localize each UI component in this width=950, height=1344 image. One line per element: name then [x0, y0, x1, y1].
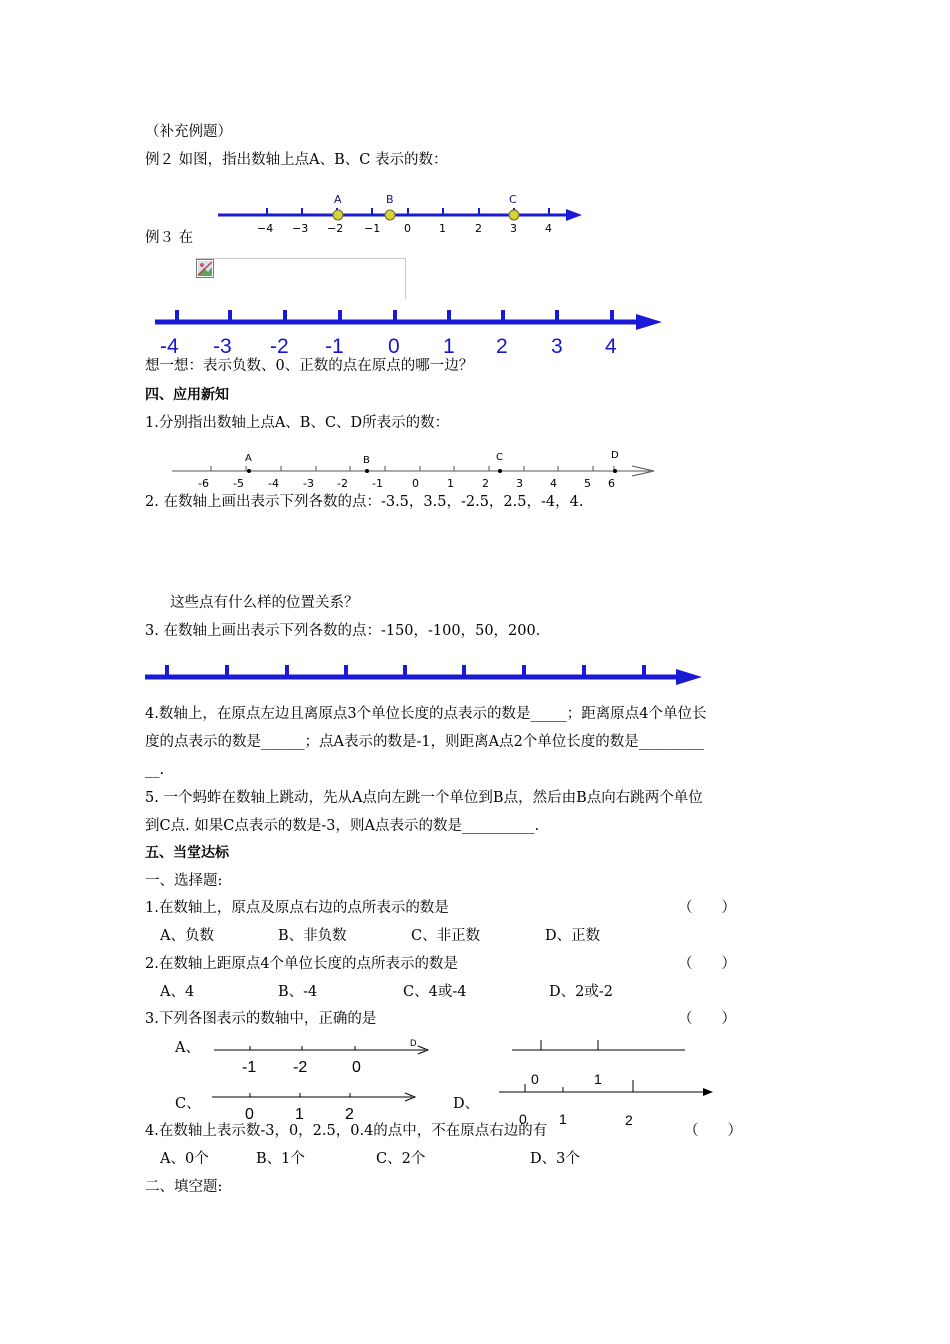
tick-label: -3: [213, 335, 232, 358]
tick-label: -3: [303, 477, 314, 490]
tick-label: 0: [412, 477, 419, 490]
q2-text: 2. 在数轴上画出表示下列各数的点：-3.5，3.5，-2.5，2.5，-4，4.: [145, 494, 584, 510]
q2-follow: 这些点有什么样的位置关系？: [170, 595, 359, 611]
c2-option-c: C、4或-4: [403, 984, 467, 1000]
tick-label: 6: [608, 477, 615, 490]
tick-label: 0: [245, 1106, 254, 1123]
tick-label: -1: [242, 1059, 257, 1076]
q5-line1: 5. 一个蚂蚱在数轴上跳动，先从A点向左跳一个单位到B点，然后由B点向右跳两个单位: [145, 790, 703, 806]
c4-text: 4.在数轴上表示数-3，0，2.5，0.4的点中，不在原点右边的有: [145, 1123, 548, 1139]
c2-option-a: A、4: [160, 984, 195, 1000]
section5-title: 五、当堂达标: [145, 845, 229, 861]
c1-option-a: A、负数: [160, 928, 214, 944]
tick-label: 3: [551, 335, 563, 358]
q4-line2: 度的点表示的数是______；点A表示的数是-1，则距离A点2个单位长度的数是_________: [145, 734, 705, 750]
q4-line3: __.: [145, 762, 165, 778]
label-c: C: [509, 193, 517, 206]
label-a: A: [334, 193, 342, 206]
tick-label: -4: [160, 335, 179, 358]
tick-label: −2: [327, 222, 344, 235]
tick-label: 1: [594, 1071, 602, 1087]
tick-label: 4: [545, 222, 552, 235]
tick-label: -1: [325, 335, 344, 358]
tick-label: 2: [482, 477, 489, 490]
svg-text:D: D: [410, 1038, 417, 1048]
c1-option-b: B、非负数: [278, 928, 347, 944]
c1-option-d: D、正数: [545, 928, 601, 944]
c4-option-c: C、2个: [376, 1151, 426, 1167]
c3-option-a-label: A、: [175, 1040, 200, 1056]
c2-text: 2.在数轴上距原点4个单位长度的点所表示的数是: [145, 956, 459, 972]
option-a-axis: [214, 1038, 428, 1076]
c3-answer-paren: （ ）: [678, 1011, 736, 1027]
tick-label: −3: [292, 222, 309, 235]
tick-label: 2: [625, 1112, 633, 1128]
supplement-title: （补充例题）: [145, 124, 232, 140]
think-question: 想一想：表示负数、0、正数的点在原点的哪一边？: [145, 358, 474, 374]
c2-answer-paren: （ ）: [678, 956, 736, 972]
label-c: C: [496, 452, 503, 463]
c3-option-c-label: C、: [175, 1096, 201, 1112]
label-d: D: [611, 450, 619, 461]
tick-label: -2: [293, 1059, 308, 1076]
tick-label: -5: [233, 477, 244, 490]
c4-option-a: A、0个: [160, 1151, 209, 1167]
tick-label: −4: [257, 222, 274, 235]
c1-text: 1.在数轴上，原点及原点右边的点所表示的数是: [145, 900, 449, 916]
tick-label: 1: [443, 335, 455, 358]
choice-title: 一、选择题:: [145, 873, 223, 889]
label-a: A: [245, 453, 252, 464]
c2-option-d: D、2或-2: [549, 984, 613, 1000]
tick-label: 4: [605, 335, 617, 358]
tick-label: 0: [388, 335, 400, 358]
option-c-axis: [212, 1093, 415, 1123]
c2-option-b: B、-4: [278, 984, 318, 1000]
c4-answer-paren: （ ）: [684, 1123, 742, 1139]
c3-text: 3.下列各图表示的数轴中，正确的是: [145, 1011, 377, 1027]
option-d-axis: [499, 1080, 713, 1128]
tick-label: 0: [404, 222, 411, 235]
tick-label: 5: [584, 477, 591, 490]
tick-label: 3: [510, 222, 517, 235]
c1-answer-paren: （ ）: [678, 900, 736, 916]
example2-text: 例２ 如图，指出数轴上点A、B、C 表示的数：: [145, 152, 448, 168]
tick-label: 2: [475, 222, 482, 235]
option-b-axis: [512, 1040, 685, 1087]
tick-label: −1: [364, 222, 381, 235]
q5-line2: 到C点. 如果C点表示的数是-3，则A点表示的数是__________.: [145, 818, 540, 834]
tick-label: 1: [447, 477, 454, 490]
tick-label: 0: [519, 1111, 527, 1127]
q4-line1: 4.数轴上，在原点左边且离原点3个单位长度的点表示的数是_____；距离原点4个单位长: [145, 706, 707, 722]
tick-label: -1: [372, 477, 383, 490]
fill-title: 二、填空题:: [145, 1179, 223, 1195]
tick-label: -2: [337, 477, 348, 490]
tick-label: 3: [516, 477, 523, 490]
section4-title: 四、应用新知: [145, 387, 229, 403]
tick-label: 4: [550, 477, 557, 490]
q1-text: 1.分别指出数轴上点A、B、C、D所表示的数：: [145, 415, 450, 431]
tick-label: 1: [295, 1106, 304, 1123]
tick-label: -2: [270, 335, 289, 358]
tick-label: 0: [352, 1059, 361, 1076]
tick-label: -4: [268, 477, 279, 490]
tick-label: 1: [559, 1111, 567, 1127]
tick-label: -6: [198, 477, 209, 490]
c4-option-d: D、3个: [530, 1151, 580, 1167]
q3-text: 3. 在数轴上画出表示下列各数的点：-150，-100，50，200.: [145, 623, 541, 639]
tick-label: 0: [531, 1071, 539, 1087]
tick-label: 1: [439, 222, 446, 235]
label-b: B: [386, 193, 394, 206]
c1-option-c: C、非正数: [411, 928, 481, 944]
c4-option-b: B、1个: [256, 1151, 305, 1167]
tick-label: 2: [345, 1106, 354, 1123]
tick-label: 2: [496, 335, 508, 358]
label-b: B: [363, 455, 370, 466]
example3-text: 例３ 在: [145, 230, 194, 246]
c3-option-d-label: D、: [453, 1096, 480, 1112]
